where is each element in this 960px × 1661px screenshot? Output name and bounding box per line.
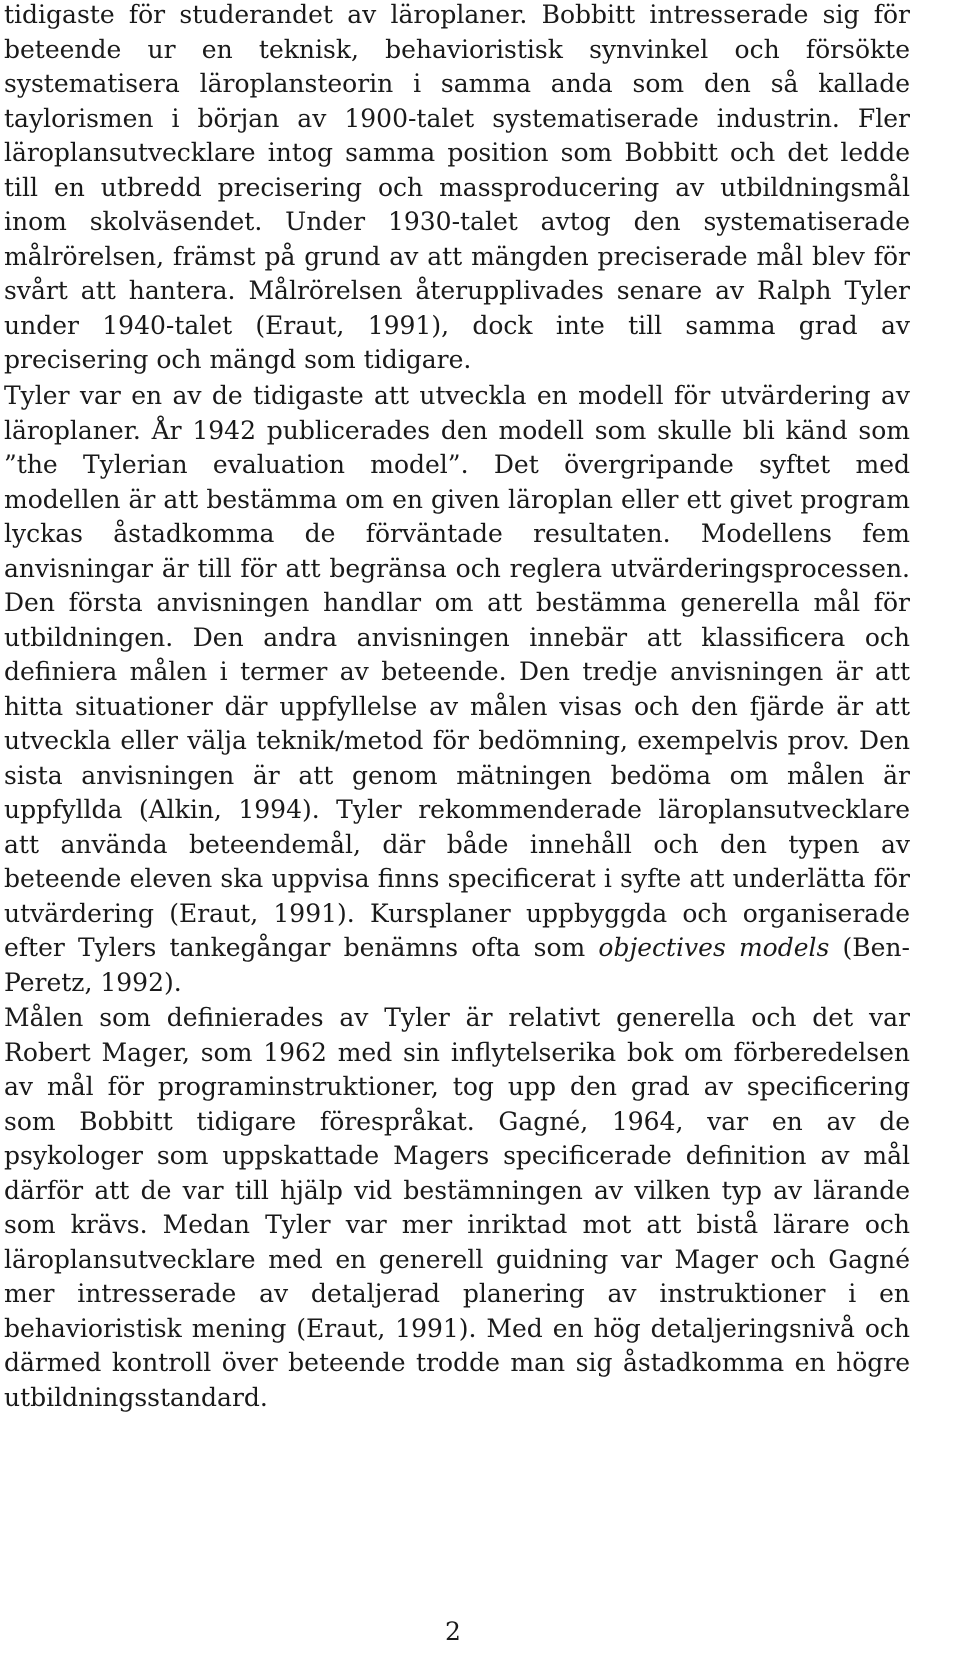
italic-term: objectives models	[598, 933, 830, 962]
paragraph-2-text-end: (Ben-Peretz, 1992).	[4, 933, 910, 997]
page-number: 2	[445, 1617, 461, 1646]
paragraph-2-text-start: Tyler var en av de tidigaste att utveckla en modell för utvärdering av läroplaner. År 1942 publicerades den modell som skulle bli känd som ”the Tylerian evaluation model”. Det övergripande syftet med modellen är att bestämma om en given läroplan eller ett givet program lyckas åstadkomma de förväntade resultaten. Modellens fem anvisningar är till för att begränsa och reglera utvärderingsprocessen. Den första anvisningen handlar om att bestämma generella mål för utbildningen. Den andra anvisningen innebär att klassificera och definiera målen i termer av beteende. Den tredje anvisningen är att hitta situationer där uppfyllelse av målen visas och den fjärde är att utveckla eller välja teknik/metod för bedömning, exempelvis prov. Den sista anvisningen är att genom mätningen bedöma om målen är uppfyllda (Alkin, 1994). Tyler rekommenderade läroplansutvecklare att använda beteendemål, där både innehåll och den typen av beteende eleven ska uppvisa finns specificerat i syfte att underlätta för utvärdering (Eraut, 1991). Kursplaner uppbyggda och organiserade efter Tylers tankegångar benämns ofta som	[4, 381, 910, 962]
paragraph-1: tidigaste för studerandet av läroplaner. Bobbitt intresserade sig för beteende ur en teknisk, behavioristisk synvinkel och försökte systematisera läroplansteorin i samma anda som den så kallade taylorismen i början av 1900-talet systematiserade industrin. Fler läroplansutvecklare intog samma position som Bobbitt och det ledde till en utbredd precisering och massproducering av utbildningsmål inom skolväsendet. Under 1930-talet avtog den systematiserade målrörelsen, främst på grund av att mängden preciserade mål blev för svårt att hantera. Målrörelsen återupplivades senare av Ralph Tyler under 1940-talet (Eraut, 1991), dock inte till samma grad av precisering och mängd som tidigare.	[4, 0, 910, 374]
paragraph-2	[4, 379, 910, 1000]
paragraph-3: Målen som definierades av Tyler är relativt generella och det var Robert Mager, som 1962 med sin inflytelserika bok om förberedelsen av mål för programinstruktioner, tog upp den grad av specificering som Bobbitt tidigare förespråkat. Gagné, 1964, var en av de psykologer som uppskattade Magers specificerade definition av mål därför att de var till hjälp vid bestämningen av vilken typ av lärande som krävs. Medan Tyler var mer inriktad mot att bistå lärare och läroplansutvecklare med en generell guidning var Mager och Gagné mer intresserade av detaljerad planering av instruktioner i en behavioristisk mening (Eraut, 1991). Med en hög detaljeringsnivå och därmed kontroll över beteende trodde man sig åstadkomma en högre utbildningsstandard.	[4, 1003, 910, 1412]
